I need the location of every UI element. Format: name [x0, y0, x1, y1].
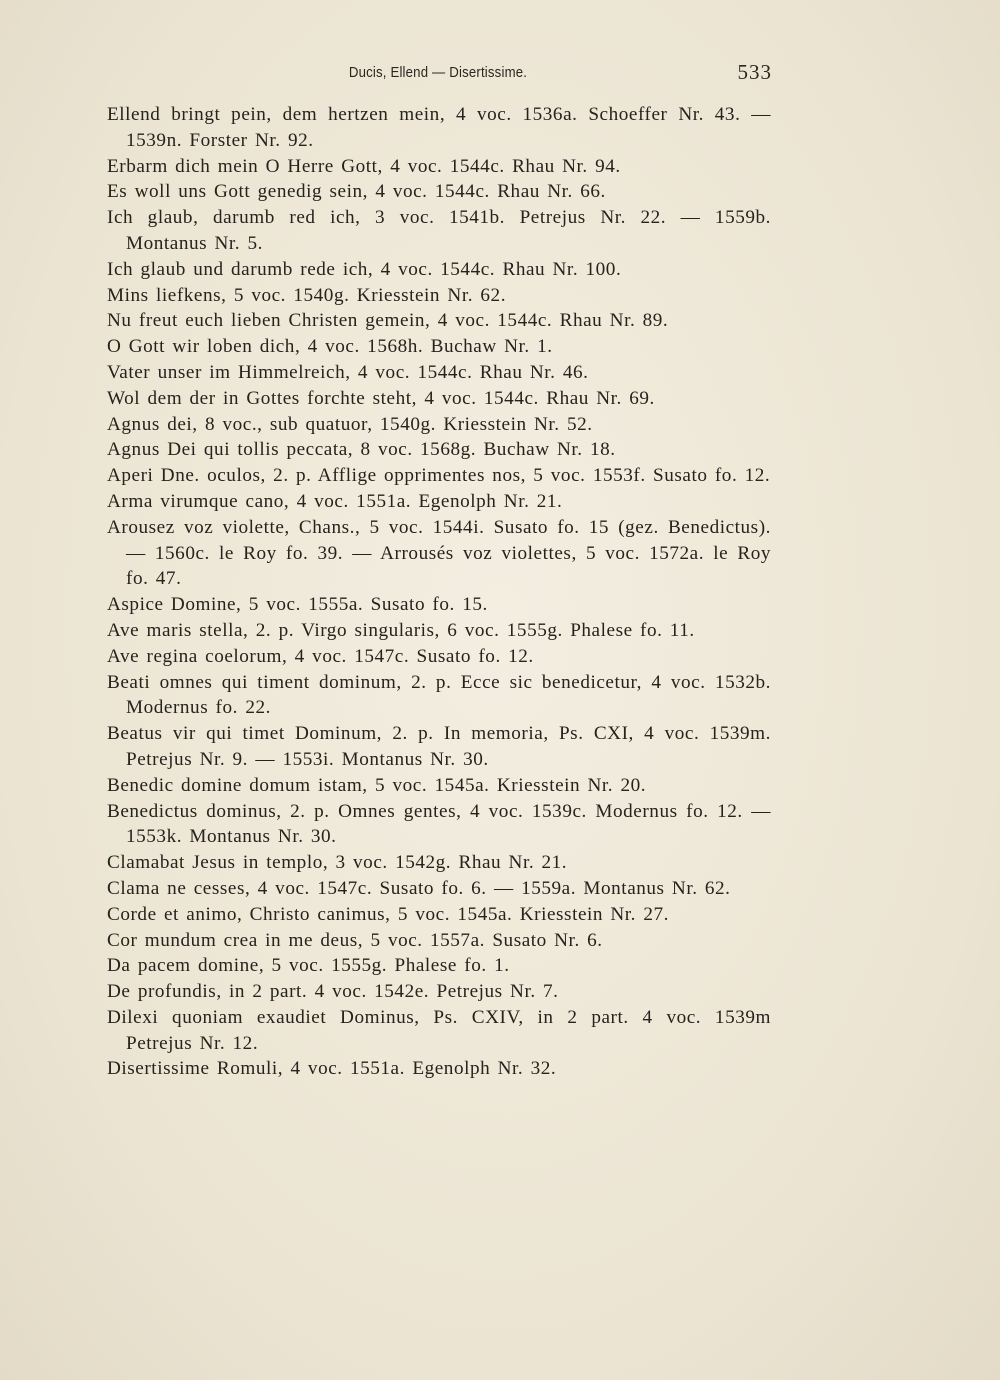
- index-entry: Erbarm dich mein O Herre Gott, 4 voc. 1544c. Rhau Nr. 94.: [107, 155, 621, 177]
- index-entry: Ave maris stella, 2. p. Virgo singularis, 6 voc. 1555g. Phalese fo. 11.: [107, 619, 695, 641]
- index-entry: De profundis, in 2 part. 4 voc. 1542e. Petrejus Nr. 7.: [107, 981, 559, 1003]
- index-entry: Es woll uns Gott genedig sein, 4 voc. 1544c. Rhau Nr. 66.: [107, 181, 606, 203]
- index-entry: Clama ne cesses, 4 voc. 1547c. Susato fo. 6. — 1559a. Montanus Nr. 62.: [107, 877, 731, 899]
- index-entry: Ave regina coelorum, 4 voc. 1547c. Susato fo. 12.: [107, 645, 534, 667]
- index-entry: Disertissime Romuli, 4 voc. 1551a. Egenolph Nr. 32.: [107, 1058, 557, 1080]
- index-entry: Corde et animo, Christo canimus, 5 voc. 1545a. Kriesstein Nr. 27.: [107, 903, 670, 925]
- running-head: [106, 60, 770, 90]
- index-entry: Dilexi quoniam exaudiet Dominus, Ps. CXIV, in 2 part. 4 voc. 1539m Petrejus Nr. 12.: [107, 1006, 771, 1054]
- index-entry: Agnus dei, 8 voc., sub quatuor, 1540g. Kriesstein Nr. 52.: [107, 413, 593, 435]
- index-entry: Arousez voz violette, Chans., 5 voc. 1544i. Susato fo. 15 (gez. Benedictus). — 1560c. le Roy fo. 39. — Arrousés voz violettes, 5 voc. 1572a. le Roy fo. 47.: [107, 516, 771, 590]
- index-entry: Benedictus dominus, 2. p. Omnes gentes, 4 voc. 1539c. Modernus fo. 12. — 1553k. Montanus Nr. 30.: [107, 800, 771, 848]
- index-entry: Nu freut euch lieben Christen gemein, 4 voc. 1544c. Rhau Nr. 89.: [107, 310, 669, 332]
- index-entry: Ich glaub und darumb rede ich, 4 voc. 1544c. Rhau Nr. 100.: [107, 258, 622, 280]
- index-entry: Ellend bringt pein, dem hertzen mein, 4 voc. 1536a. Schoeffer Nr. 43. — 1539n. Forster Nr. 92.: [107, 104, 771, 151]
- index-entry: Agnus Dei qui tollis peccata, 8 voc. 1568g. Buchaw Nr. 18.: [107, 439, 616, 461]
- index-entry: Aperi Dne. oculos, 2. p. Afflige opprimentes nos, 5 voc. 1553f. Susato fo. 12.: [107, 465, 771, 487]
- index-entry: Da pacem domine, 5 voc. 1555g. Phalese fo. 1.: [107, 955, 510, 977]
- index-entries: [107, 102, 771, 1082]
- index-entry: Wol dem der in Gottes forchte steht, 4 voc. 1544c. Rhau Nr. 69.: [107, 387, 655, 409]
- index-entry: Arma virumque cano, 4 voc. 1551a. Egenolph Nr. 21.: [107, 490, 563, 512]
- index-entry: Cor mundum crea in me deus, 5 voc. 1557a. Susato Nr. 6.: [107, 929, 603, 951]
- index-entry: Mins liefkens, 5 voc. 1540g. Kriesstein Nr. 62.: [107, 284, 507, 306]
- index-entry: Vater unser im Himmelreich, 4 voc. 1544c. Rhau Nr. 46.: [107, 361, 589, 383]
- index-entry: Beatus vir qui timet Dominum, 2. p. In memoria, Ps. CXI, 4 voc. 1539m. Petrejus Nr. 9. — 1553i. Montanus Nr. 30.: [107, 723, 771, 770]
- index-entry: Clamabat Jesus in templo, 3 voc. 1542g. Rhau Nr. 21.: [107, 852, 568, 874]
- index-entry: O Gott wir loben dich, 4 voc. 1568h. Buchaw Nr. 1.: [107, 336, 553, 358]
- index-entry: Aspice Domine, 5 voc. 1555a. Susato fo. 15.: [107, 594, 488, 616]
- page-number: 533: [737, 60, 772, 84]
- index-entry: Benedic domine domum istam, 5 voc. 1545a. Kriesstein Nr. 20.: [107, 774, 647, 796]
- running-title: Ducis, Ellend — Disertissime.: [348, 64, 528, 81]
- index-entry: Beati omnes qui timent dominum, 2. p. Ecce sic benedicetur, 4 voc. 1532b. Modernus fo. 22.: [107, 671, 771, 719]
- index-entry: Ich glaub, darumb red ich, 3 voc. 1541b. Petrejus Nr. 22. — 1559b. Montanus Nr. 5.: [107, 207, 771, 254]
